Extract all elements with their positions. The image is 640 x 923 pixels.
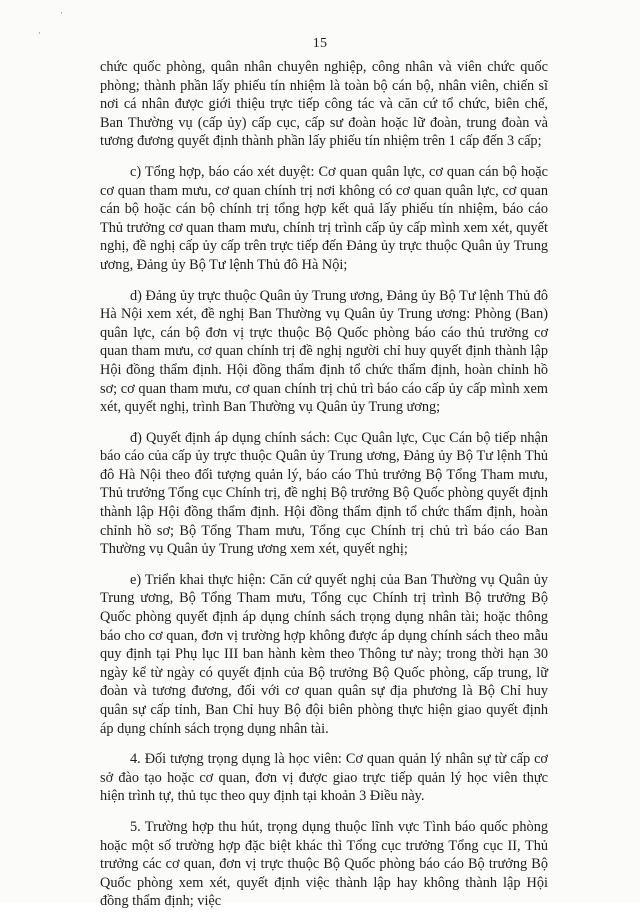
- document-body: [100, 58, 548, 923]
- paragraph-continuation: chức quốc phòng, quân nhân chuyên nghiệp, công nhân và viên chức quốc phòng; thành phần lấy phiếu tín nhiệm là toàn bộ cán bộ, nhân viên, chiến sĩ nơi cá nhân được giới thiệu trực tiếp công tác và căn cứ tổ chức, biên chế, Ban Thường vụ (cấp ủy) cấp cục, cấp sư đoàn hoặc lữ đoàn, trung đoàn và tương đương quyết định thành phần lấy phiếu tín nhiệm trên 1 cấp đến 3 cấp;: [100, 59, 548, 150]
- scan-speck: ·: [38, 28, 41, 38]
- page-number: 15: [312, 36, 328, 51]
- paragraph-d-party-committee-review: d) Đảng ủy trực thuộc Quân ủy Trung ương, Đảng ủy Bộ Tư lệnh Thủ đô Hà Nội xem xét, đề nghị Ban Thường vụ Quân ủy Trung ương: Phòng (Ban) quân lực, cán bộ đơn vị trực thuộc Bộ Quốc phòng báo cáo thủ trưởng cơ quan tham mưu, cơ quan chính trị đề nghị người chỉ huy quyết định thành lập Hội đồng thẩm định. Hội đồng thẩm định tổ chức thẩm định, hoàn chỉnh hồ sơ; cơ quan tham mưu, cơ quan chính trị chủ trì báo cáo cấp ủy cấp mình xem xét, quyết nghị, trình Ban Thường vụ Quân ủy Trung ương;: [100, 287, 548, 416]
- paragraph-4-students: 4. Đối tượng trọng dụng là học viên: Cơ quan quản lý nhân sự từ cấp cơ sở đào tạo hoặc cơ quan, đơn vị được giao trực tiếp quản lý học viên thực hiện trình tự, thủ tục theo quy định tại khoản 3 Điều này.: [100, 751, 548, 805]
- paragraph-dd-policy-decision: đ) Quyết định áp dụng chính sách: Cục Quân lực, Cục Cán bộ tiếp nhận báo cáo của cấp ủy trực thuộc Quân ủy Trung ương, Đảng ủy Bộ Tư lệnh Thủ đô Hà Nội theo đối tượng quản lý, báo cáo Thủ trưởng Bộ Tổng Tham mưu, Thủ trưởng Tổng cục Chính trị, đề nghị Bộ trưởng Bộ Quốc phòng quyết định thành lập Hội đồng thẩm định. Hội đồng thẩm định tổ chức thẩm định, hoàn chỉnh hồ sơ; Bộ Tổng Tham mưu, Tổng cục Chính trị chủ trì báo cáo Ban Thường vụ Quân ủy Trung ương xem xét, quyết nghị;: [100, 429, 548, 558]
- scan-speck: ·: [60, 8, 63, 18]
- paragraph-c-summary-report: c) Tổng hợp, báo cáo xét duyệt: Cơ quan quân lực, cơ quan cán bộ hoặc cơ quan tham mưu, cơ quan chính trị nơi không có cơ quan quân lực, cơ quan cán bộ hoặc cán bộ chính trị tổng hợp kết quả lấy phiếu tín nhiệm, báo cáo Thủ trưởng cơ quan tham mưu, chính trị trình cấp ủy cấp mình xem xét, quyết nghị, đề nghị cấp ủy cấp trên trực tiếp đến Đảng ủy trực thuộc Quân ủy Trung ương, Đảng ủy Bộ Tư lệnh Thủ đô Hà Nội;: [100, 163, 548, 273]
- paragraph-e-implementation: e) Triển khai thực hiện: Căn cứ quyết nghị của Ban Thường vụ Quân ủy Trung ương, Bộ Tổng Tham mưu, Tổng cục Chính trị trình Bộ trưởng Bộ Quốc phòng quyết định áp dụng chính sách trọng dụng nhân tài; hoặc thông báo cho cơ quan, đơn vị trường hợp không được áp dụng chính sách theo mẫu quy định tại Phụ lục III ban hành kèm theo Thông tư này; trong thời hạn 30 ngày kể từ ngày có quyết định của Bộ trưởng Bộ Quốc phòng, cấp trung, lữ đoàn và tương đương, đối với cơ quan quân sự địa phương là Bộ Chỉ huy quân sự cấp tỉnh, Ban Chỉ huy Bộ đội biên phòng thực hiện giao quyết định áp dụng chính sách trọng dụng nhân tài.: [100, 571, 548, 737]
- paragraph-5-intelligence: 5. Trường hợp thu hút, trọng dụng thuộc lĩnh vực Tình báo quốc phòng hoặc một số trường hợp đặc biệt khác thì Tổng cục trưởng Tổng cục II, Thủ trưởng các cơ quan, đơn vị trực thuộc Bộ Quốc phòng báo cáo Bộ trưởng Bộ Quốc phòng xem xét, quyết định việc thành lập hay không thành lập Hội đồng thẩm định; việc: [100, 818, 548, 910]
